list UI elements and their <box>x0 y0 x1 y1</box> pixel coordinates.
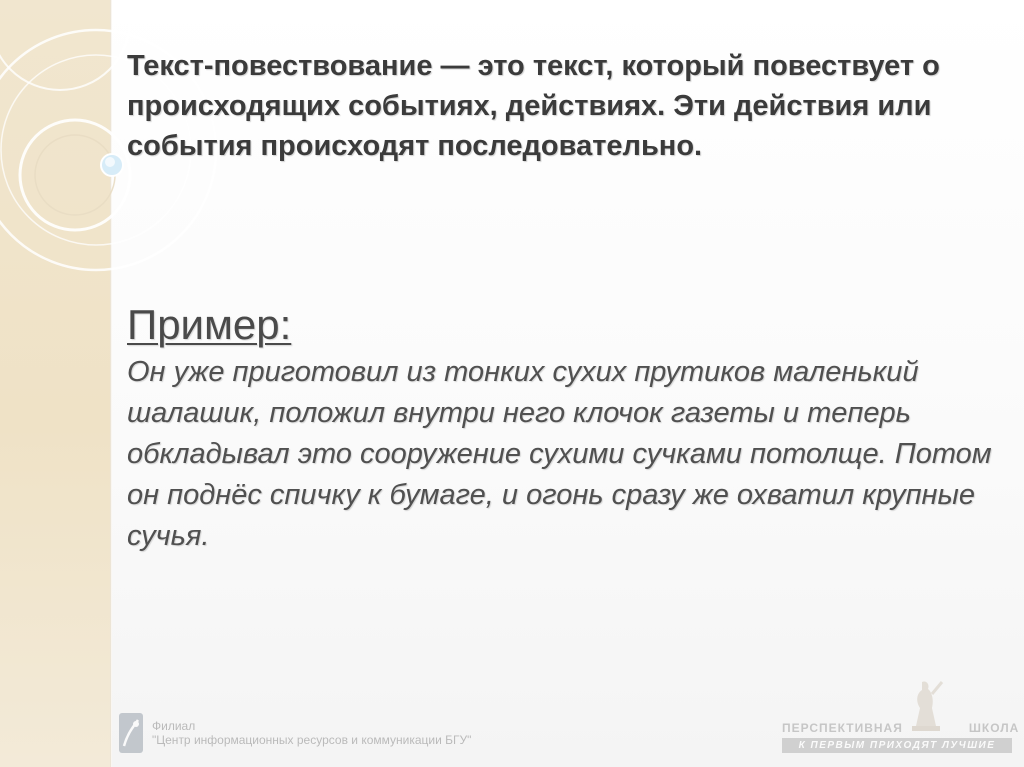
brand-name <box>782 721 1020 735</box>
school-brand <box>782 676 1020 756</box>
brand-word-1: ПЕРСПЕКТИВНАЯ <box>782 721 903 735</box>
footer-line-2: "Центр информационных ресурсов и коммуникации БГУ" <box>152 733 472 747</box>
example-heading: Пример: <box>127 301 292 348</box>
footer-branch-info <box>118 712 471 754</box>
brand-word-2: ШКОЛА <box>968 721 1020 735</box>
example-text: Он уже приготовил из тонких сухих прутиков маленький шалашик, положил внутри него клочок газеты и теперь обкладывал это сооружение сухими сучками потолще. Потом он поднёс спичку к бумаге, и огонь сразу же охватил крупные сучья. <box>127 356 992 552</box>
brand-slogan: К ПЕРВЫМ ПРИХОДЯТ ЛУЧШИЕ <box>782 738 1012 753</box>
footer-line-1: Филиал <box>152 719 196 733</box>
university-logo-icon <box>118 712 144 754</box>
definition-text: Текст-повествование — это текст, который повествует о происходящих событиях, действиях. Эти действия или события происходят последовательно. <box>127 50 940 162</box>
